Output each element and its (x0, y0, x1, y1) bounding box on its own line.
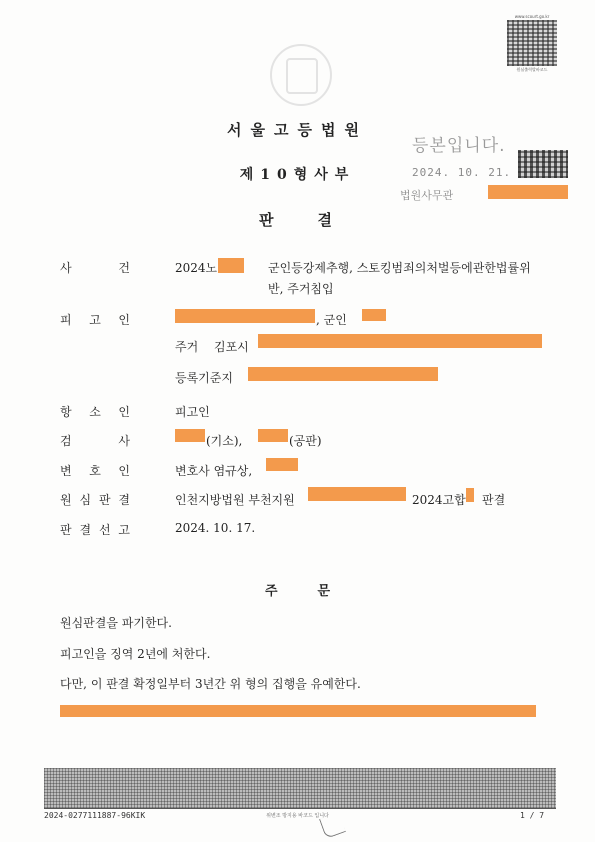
footer-divider (44, 808, 556, 809)
defendant-title: , 군인 (316, 313, 347, 327)
redacted-clerk-name (488, 185, 568, 199)
redacted-address (258, 334, 542, 348)
appellant-value: 피고인 (175, 405, 210, 419)
original-judgment-label: 원 심 판 결 (60, 493, 130, 507)
prosecutor-label: 검 사 (60, 434, 130, 448)
redacted-defendant-name (175, 309, 315, 323)
court-name: 서울고등법원 (227, 121, 368, 139)
counsel-label: 변 호 인 (60, 464, 130, 478)
redacted-counsel (266, 458, 298, 471)
court-clerk-label: 법원사무관 (400, 189, 454, 202)
address-label: 주거 (175, 340, 199, 354)
anti-forgery-barcode (44, 768, 556, 808)
ruling-line-3: 다만, 이 판결 확정일부터 3년간 위 형의 집행을 유예한다. (60, 677, 361, 691)
sentence-date-label: 판 결 선 고 (60, 523, 130, 537)
original-judgment-suffix: 판결 (482, 493, 506, 507)
clerk-seal (518, 150, 568, 178)
sentence-date-value: 2024. 10. 17. (175, 521, 256, 535)
qr-caption: 원심출력발바코드 (516, 67, 548, 72)
redacted-original-date (308, 487, 406, 501)
appellant-label: 항 소 인 (60, 405, 130, 419)
redacted-domicile (248, 367, 438, 381)
case-number: 2024노 (175, 261, 218, 275)
court-seal-watermark (270, 44, 332, 106)
counsel-value: 변호사 염규상, (175, 464, 253, 478)
ruling-line-1: 원심판결을 파기한다. (60, 616, 172, 630)
document-title: 판결 (259, 211, 376, 229)
original-court: 인천지방법원 부천지원 (175, 493, 295, 507)
qr-url: www.scourt.go.kr (514, 14, 550, 19)
domicile-label: 등록기준지 (175, 371, 233, 385)
case-label: 사 건 (60, 261, 130, 275)
qr-code (507, 14, 557, 70)
redacted-defendant-rank (362, 309, 386, 321)
redacted-prosecutor-2 (258, 429, 288, 442)
footer-note: 위변조 방지용 바코드 입니다 (266, 813, 329, 819)
redacted-ruling-line (60, 705, 536, 717)
redacted-original-case-number (466, 488, 474, 502)
ruling-line-2: 피고인을 징역 2년에 처한다. (60, 647, 211, 661)
defendant-label: 피 고 인 (60, 313, 130, 327)
ruling-heading: 주문 (264, 584, 371, 599)
prosecutor-role-1: (기소), (206, 434, 243, 448)
prosecutor-role-2: (공판) (289, 434, 322, 448)
document-id: 2024-0277111887-96KIK (44, 811, 146, 820)
page-number: 1 / 7 (520, 811, 545, 820)
charges-line-1: 군인등강제추행, 스토킹범죄의처벌등에관한법률위 (268, 261, 531, 275)
certified-copy-stamp: 등본입니다. (412, 136, 506, 156)
redacted-case-number (218, 258, 244, 273)
original-case-number: 2024고합 (412, 493, 466, 507)
qr-code-pattern (507, 20, 557, 66)
redacted-prosecutor-1 (175, 429, 205, 442)
address-value: 김포시 (214, 340, 249, 354)
division-name: 제10형사부 (239, 167, 356, 183)
certified-copy-date: 2024. 10. 21. (412, 166, 512, 179)
charges-line-2: 반, 주거침입 (268, 282, 334, 296)
